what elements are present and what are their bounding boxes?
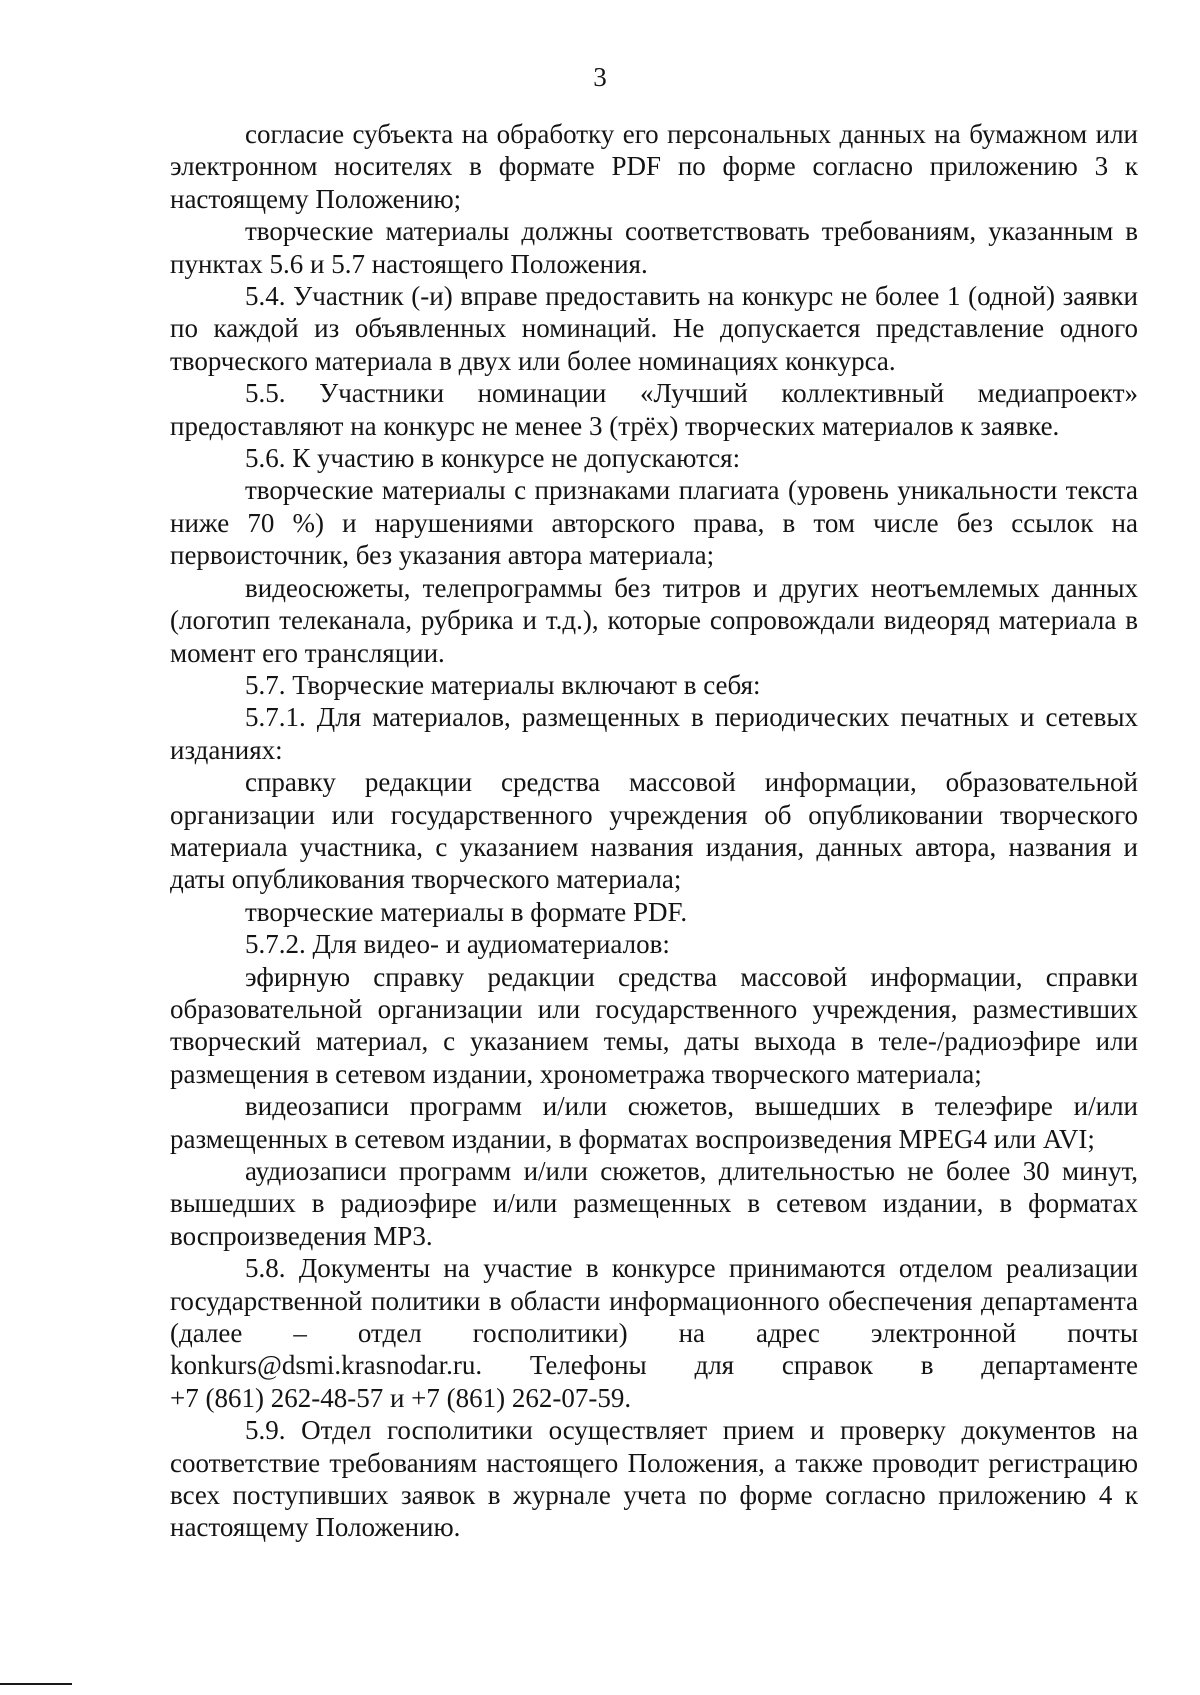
paragraph: 5.7. Творческие материалы включают в себя: — [245, 669, 761, 700]
page-number: 3 — [593, 62, 607, 92]
paragraph: творческие материалы должны соответствовать требованиям, указанным в пунктах 5.6 и 5.7 настоящего Положения. — [170, 216, 1138, 279]
paragraph: справку редакции средства массовой информации, образовательной организации или государственного учреждения об опубликовании творческого материала участника, с указанием названия издания, данных автора, названия и даты опубликования творческого материала; — [170, 767, 1138, 895]
paragraph: видеозаписи программ и/или сюжетов, вышедших в телеэфире и/или размещенных в сетевом издании, в форматах воспроизведения MPEG4 или AVI; — [170, 1091, 1138, 1154]
paragraph: творческие материалы в формате PDF. — [245, 896, 688, 927]
paragraph: 5.4. Участник (-и) вправе предоставить на конкурс не более 1 (одной) заявки по каждой из объявленных номинаций. Не допускается представление одного творческого материала в двух или более номинациях конкурса. — [170, 281, 1138, 376]
paragraph: 5.6. К участию в конкурсе не допускаются: — [245, 443, 741, 474]
footer-rule — [0, 1683, 72, 1685]
document-body — [170, 118, 1138, 1544]
paragraph: 5.8. Документы на участие в конкурсе принимаются отделом реализации государственной политики в области информационного обеспечения департамента (далее – отдел госполитики) на адрес электронной почты konkurs@dsmi.krasnodar.ru. Телефоны для справок в департаменте — [170, 1253, 1138, 1381]
paragraph: 5.7.1. Для материалов, размещенных в периодических печатных и сетевых изданиях: — [170, 702, 1138, 765]
paragraph: творческие материалы с признаками плагиата (уровень уникальности текста ниже 70 %) и нарушениями авторского права, в том числе без ссылок на первоисточник, без указания автора материала; — [170, 475, 1138, 571]
phone-line: +7 (861) 262-48-57 и +7 (861) 262-07-59. — [170, 1382, 632, 1413]
paragraph: 5.7.2. Для видео- и аудиоматериалов: — [245, 929, 670, 960]
paragraph: 5.9. Отдел госполитики осуществляет прием и проверку документов на соответствие требованиям настоящего Положения, а также проводит регистрацию всех поступивших заявок в журнале учета по форме согласно приложению 4 к настоящему Положению. — [170, 1415, 1138, 1543]
paragraph: видеосюжеты, телепрограммы без титров и других неотъемлемых данных (логотип телеканала, рубрика и т.д.), которые сопровождали видеоряд материала в момент его трансляции. — [170, 572, 1138, 668]
paragraph: аудиозаписи программ и/или сюжетов, длительностью не более 30 минут, вышедших в радиоэфире и/или размещенных в сетевом издании, в форматах воспроизведения MP3. — [170, 1156, 1138, 1251]
paragraph: 5.5. Участники номинации «Лучший коллективный медиапроект» предоставляют на конкурс не менее 3 (трёх) творческих материалов к заявке. — [170, 378, 1138, 441]
paragraph: эфирную справку редакции средства массовой информации, справки образовательной организации или государственного учреждения, разместивших творческий материал, с указанием темы, даты выхода в теле-/радиоэфире или размещения в сетевом издании, хронометража творческого материала; — [170, 961, 1138, 1089]
paragraph: согласие субъекта на обработку его персональных данных на бумажном или электронном носителях в формате PDF по форме согласно приложению 3 к настоящему Положению; — [170, 119, 1138, 214]
